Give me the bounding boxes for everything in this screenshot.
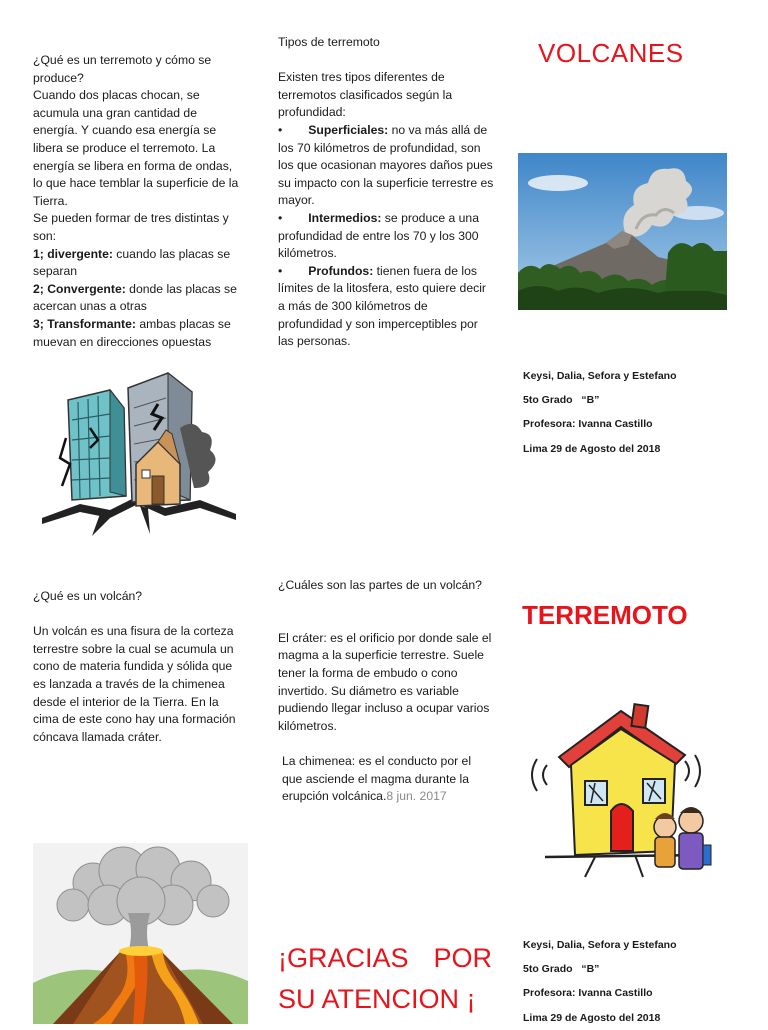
teacher: Profesora: Ivanna Castillo	[523, 987, 653, 1000]
thanks-message: ¡GRACIAS POR SU ATENCION ¡	[278, 943, 500, 1014]
volcanes-title: VOLCANES	[538, 38, 684, 68]
erupting-volcano-illustration	[33, 843, 248, 1024]
terremoto-title: TERREMOTO	[522, 600, 688, 630]
bullet-intermedios: • Intermedios: se produce a una profundidad de entre los 70 y los 300 kilómetros.	[278, 210, 479, 261]
credits-bottom	[523, 933, 676, 1030]
earthquake-question-heading: ¿Qué es un terremoto y cómo se produce?	[33, 53, 212, 85]
volcano-question-heading: ¿Qué es un volcán?	[33, 589, 143, 603]
student-names: Keysi, Dalia, Sefora y Estefano	[523, 939, 677, 951]
bullet-superficiales: • Superficiales: no va más allá de los 70 kilómetros de profundidad, son los que ocasionan mayores daños pues su impacto con la superficie terrestre es mayor.	[278, 123, 494, 208]
volcano-definition-section	[33, 588, 245, 746]
plate-type-item: 1; divergente: cuando las placas se separan	[33, 246, 231, 279]
grade: 5to Grado “B”	[523, 394, 600, 407]
grade: 5to Grado “B”	[523, 963, 600, 976]
date: Lima 29 de Agosto del 2018	[523, 1011, 661, 1024]
collapsing-buildings-illustration	[40, 368, 240, 540]
chimenea-paragraph: La chimenea: es el conducto por el que asciende el magma durante la erupción volcánica.8 jun. 2017	[282, 753, 472, 804]
credits-top	[523, 364, 676, 461]
date-note: 8 jun. 2017	[386, 789, 447, 804]
volcano-photo	[518, 153, 727, 310]
plate-type-item: 2; Convergente: donde las placas se acercan unas a otras	[33, 281, 237, 314]
earthquake-explanation: Cuando dos placas chocan, se acumula una gran cantidad de energía. Y cuando esa energía se libera se produce el terremoto. La energía se libera en forma de ondas, lo que hace temblar la superficie de la Tierra.	[33, 88, 239, 208]
earthquake-types-heading: Tipos de terremoto	[278, 35, 380, 49]
earthquake-types-section	[278, 34, 494, 122]
student-names: Keysi, Dalia, Sefora y Estefano	[523, 370, 677, 382]
crater-paragraph: El cráter: es el orificio por donde sale el magma a la superficie terrestre. Suele tener la forma de embudo o cono invertido. Su diámetro es variable pudiendo llegar incluso a ocupar varios kilómetros.	[278, 630, 492, 733]
date: Lima 29 de Agosto del 2018	[523, 442, 661, 455]
bullet-profundos: • Profundos: tienen fuera de los límites de la litosfera, esto quiere decir a más de 300 kilómetros de profundidad y son imperceptibles por las personas.	[278, 263, 486, 349]
teacher: Profesora: Ivanna Castillo	[523, 418, 653, 431]
plate-type-item: 3; Transformante: ambas placas se muevan en direcciones opuestas	[33, 316, 231, 349]
volcano-parts-heading: ¿Cuáles son las partes de un volcán?	[278, 578, 482, 592]
volcano-parts-section	[278, 577, 492, 806]
shaking-house-illustration	[525, 695, 723, 879]
earthquake-types-intro: Existen tres tipos diferentes de terremotos clasificados según la profundidad:	[278, 70, 453, 120]
volcano-explanation: Un volcán es una fisura de la corteza terrestre sobre la cual se acumula un cono de materia fundida y sólida que es lanzada a través de la chimenea desde el interior de la Tierra. En la cima de este cono hay una formación cóncava llamada cráter.	[33, 624, 236, 744]
earthquake-definition-section	[33, 52, 245, 351]
plate-types-intro: Se pueden formar de tres distintas y son:	[33, 211, 229, 243]
earthquake-type-bullets	[278, 122, 494, 351]
